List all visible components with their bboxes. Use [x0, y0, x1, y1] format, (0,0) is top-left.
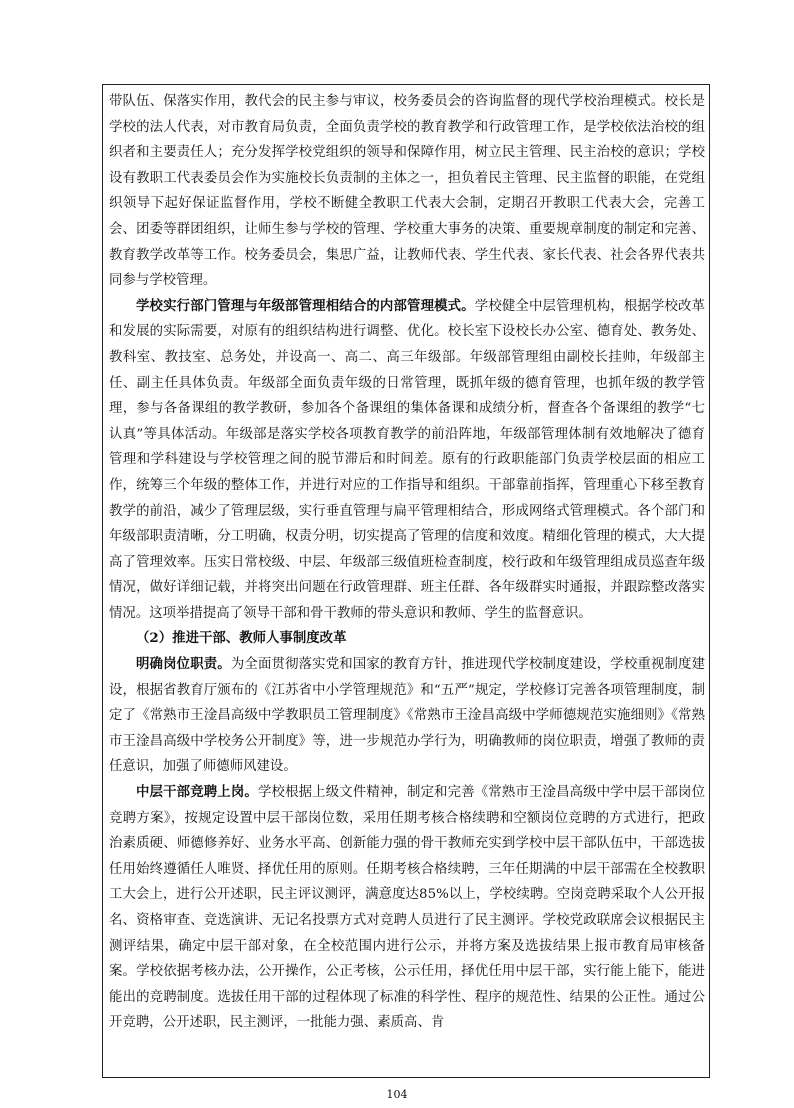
section-heading: （2）推进干部、教师人事制度改革 — [136, 630, 347, 647]
paragraph-4: 中层干部竞聘上岗。学校根据上级文件精神，制定和完善《常熟市王淦昌高级中学中层干部岗位竞聘方案》，按规定设置中层干部岗位数，采用任期考核合格续聘和空额岗位竞聘的方式进行，把政治素质硬、师德修养好、业务水平高、创新能力强的骨干教师充实到学校中层干部队伍中，干部选拔任用始终遵循任人唯贤、择优任用的原则。任期考核合格续聘，三年任期满的中层干部需在全校教职工大会上，进行公开述职，民主评议测评，满意度达85%以上，学校续聘。空岗竞聘采取个人公开报名、资格审查、竞选演讲、无记名投票方式对竞聘人员进行了民主测评。学校党政联席会议根据民主测评结果，确定中层干部对象，在全校范围内进行公示，并将方案及选拔结果上报市教育局审核备案。学校依据考核办法，公开操作，公正考核，公示任用，择优任用中层干部，实行能上能下，能进能出的竞聘制度。选拔任用干部的过程体现了标准的科学性、程序的规范性、结果的公正性。通过公开竞聘，公开述职，民主测评，一批能力强、素质高、肯 — [109, 784, 705, 1031]
paragraph-3-lead: 明确岗位职责。 — [136, 656, 231, 673]
page-number: 104 — [386, 1088, 408, 1101]
paragraph-1: 带队伍、保落实作用，教代会的民主参与审议，校务委员会的咨询监督的现代学校治理模式。校长是学校的法人代表，对市教育局负责，全面负责学校的教育教学和行政管理工作，是学校依法治校的组织者和主要责任人；充分发挥学校党组织的领导和保障作用，树立民主管理、民主治校的意识；学校设有教职工代表委员会作为实施校长负责制的主体之一，担负着民主管理、民主监督的职能，在党组织领导下起好保证监督作用，学校不断健全教职工代表大会制，定期召开教职工代表大会，完善工会、团委等群团组织，让师生参与学校的管理、学校重大事务的决策、重要规章制度的制定和完善、教育教学改革等工作。校务委员会，集思广益，让教师代表、学生代表、家长代表、社会各界代表共同参与学校管理。 — [109, 94, 705, 289]
body-text — [109, 89, 705, 1036]
paragraph-4-lead: 中层干部竞聘上岗。 — [136, 784, 258, 801]
paragraph-2: 学校实行部门管理与年级部管理相结合的内部管理模式。学校健全中层管理机构，根据学校改革和发展的实际需要，对原有的组织结构进行调整、优化。校长室下设校长办公室、德育处、教务处、教科室、教技室、总务处，并设高一、高二、高三年级部。年级部管理组由副校长挂帅，年级部主任、副主任具体负责。年级部全面负责年级的日常管理，既抓年级的德育管理，也抓年级的教学管理，参与各备课组的教学教研，参加各个备课组的集体备课和成绩分析，督查各个备课组的教学“七认真”等具体活动。年级部是落实学校各项教育教学的前沿阵地，年级部管理体制有效地解决了德育管理和学科建设与学校管理之间的脱节滞后和时间差。原有的行政职能部门负责学校层面的相应工作，统筹三个年级的整体工作，并进行对应的工作指导和组织。干部靠前指挥，管理重心下移至教育教学的前沿，减少了管理层级，实行垂直管理与扁平管理相结合，形成网络式管理模式。各个部门和年级部职责清晰，分工明确，权责分明，切实提高了管理的信度和效度。精细化管理的模式，大大提高了管理效率。压实日常校级、中层、年级部三级值班检查制度，校行政和年级管理组成员巡查年级情况，做好详细记载，并将突出问题在行政管理群、班主任群、各年级群实时通报，并跟踪整改落实情况。这项举措提高了领导干部和骨干教师的带头意识和教师、学生的监督意识。 — [109, 297, 706, 621]
paragraph-3: 明确岗位职责。为全面贯彻落实党和国家的教育方针，推进现代学校制度建设，学校重视制度建设，根据省教育厅颁布的《江苏省中小学管理规范》和“五严”规定，学校修订完善各项管理制度，制定了《常熟市王淦昌高级中学教职员工管理制度》《常熟市王淦昌高级中学师德规范实施细则》《常熟市王淦昌高级中学校务公开制度》等，进一步规范办学行为，明确教师的岗位职责，增强了教师的责任意识，加强了师德师风建设。 — [109, 656, 705, 775]
page-frame — [102, 84, 710, 1078]
paragraph-2-lead: 学校实行部门管理与年级部管理相结合的内部管理模式。 — [136, 297, 475, 314]
